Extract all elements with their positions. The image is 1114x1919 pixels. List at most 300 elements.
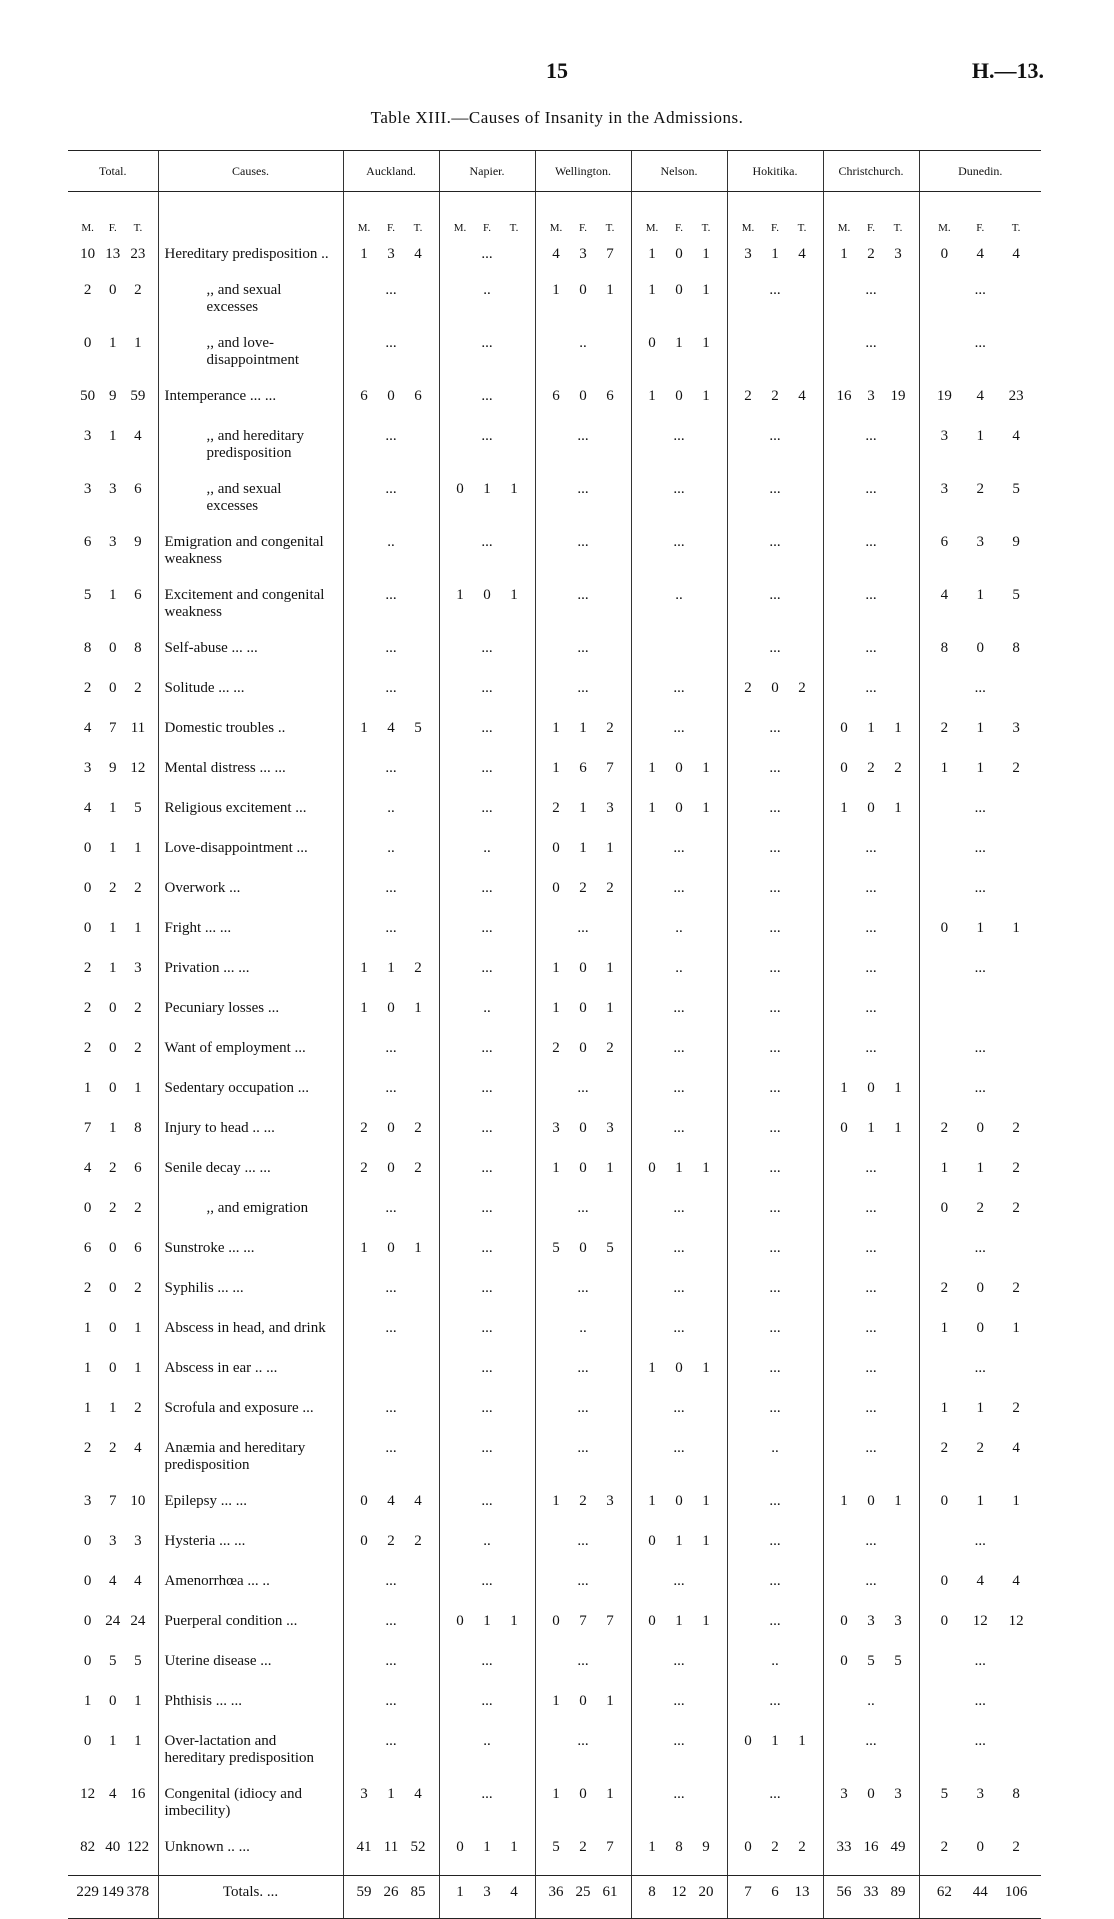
cell-value: ... bbox=[974, 840, 986, 856]
cell-value: 8 bbox=[1012, 640, 1020, 656]
cell-value: 33 bbox=[863, 1884, 879, 1900]
value-group bbox=[824, 388, 919, 405]
cell-value: 40 bbox=[105, 1839, 121, 1855]
value-group bbox=[920, 960, 1042, 977]
value-group bbox=[440, 246, 535, 263]
cell-value: 3 bbox=[867, 1613, 875, 1629]
cell-value: ... bbox=[673, 1440, 685, 1456]
cell-value: ... bbox=[385, 1320, 397, 1336]
cell-value: 10 bbox=[80, 246, 96, 262]
value-group bbox=[920, 640, 1042, 657]
value-group bbox=[632, 680, 727, 697]
cell-value: ... bbox=[974, 335, 986, 351]
cell-value: ... bbox=[577, 587, 589, 603]
value-group bbox=[920, 534, 1042, 551]
cell-value: ... bbox=[865, 1240, 877, 1256]
mft-label: F. bbox=[387, 222, 395, 234]
cell-value: 1 bbox=[976, 587, 984, 603]
cell-value: ... bbox=[673, 1040, 685, 1056]
cell-value: 4 bbox=[134, 428, 142, 444]
cell-value: 3 bbox=[109, 1533, 117, 1549]
cell-value: 2 bbox=[83, 1000, 92, 1016]
value-group bbox=[344, 534, 439, 551]
value-group bbox=[344, 1200, 439, 1217]
value-group bbox=[536, 1839, 631, 1856]
value-group bbox=[536, 282, 631, 299]
cell-value: 0 bbox=[579, 960, 587, 976]
value-group bbox=[440, 1160, 535, 1177]
mft-label: F. bbox=[867, 222, 875, 234]
cell-value: 0 bbox=[648, 335, 656, 351]
cause-label: Anæmia and hereditary predisposition bbox=[158, 1436, 343, 1489]
value-group bbox=[824, 1884, 919, 1901]
value-group bbox=[920, 1533, 1042, 1550]
value-group bbox=[344, 800, 439, 817]
value-group bbox=[632, 1400, 727, 1417]
cell-value: 4 bbox=[552, 246, 560, 262]
cell-value: ... bbox=[385, 1693, 397, 1709]
cell-value: 24 bbox=[105, 1613, 121, 1629]
cell-value: 1 bbox=[1012, 1493, 1020, 1509]
cell-value: 26 bbox=[383, 1884, 399, 1900]
cell-value: 0 bbox=[579, 1786, 587, 1802]
cell-value: 4 bbox=[940, 587, 949, 603]
value-group bbox=[440, 1040, 535, 1057]
cause-label: Religious excitement ... bbox=[158, 796, 343, 836]
cell-value: 1 bbox=[675, 335, 683, 351]
cell-value: ... bbox=[865, 1400, 877, 1416]
cell-value: ... bbox=[865, 1280, 877, 1296]
cell-value: 2 bbox=[798, 680, 806, 696]
totals-row bbox=[68, 1876, 1041, 1919]
table-row bbox=[68, 384, 1041, 424]
cell-value: ... bbox=[865, 1320, 877, 1336]
cell-value: 12 bbox=[671, 1884, 687, 1900]
value-group bbox=[536, 1400, 631, 1417]
value-group bbox=[536, 1160, 631, 1177]
cell-value: 3 bbox=[894, 1613, 902, 1629]
cell-value: ... bbox=[481, 1160, 493, 1176]
value-group bbox=[920, 1733, 1042, 1750]
value-group bbox=[632, 1160, 727, 1177]
cell-value: 1 bbox=[702, 388, 710, 404]
value-group bbox=[440, 920, 535, 937]
cause-label: Intemperance ... ... bbox=[158, 384, 343, 424]
cell-value: 6 bbox=[414, 388, 422, 404]
mft-label: F. bbox=[675, 222, 683, 234]
cell-value: 0 bbox=[387, 1240, 395, 1256]
mft-label: T. bbox=[133, 222, 143, 234]
table-row bbox=[68, 1196, 1041, 1236]
cell-value: 0 bbox=[387, 388, 395, 404]
cell-value: ... bbox=[865, 335, 877, 351]
cell-value: 4 bbox=[83, 800, 92, 816]
cell-value: 6 bbox=[134, 1160, 142, 1176]
cell-value: .. bbox=[483, 1733, 491, 1749]
value-group bbox=[920, 1160, 1042, 1177]
cell-value: 1 bbox=[702, 1493, 710, 1509]
cell-value: ... bbox=[577, 1400, 589, 1416]
cell-value: 12 bbox=[1008, 1613, 1024, 1629]
cause-label: Domestic troubles .. bbox=[158, 716, 343, 756]
cell-value: ... bbox=[385, 282, 397, 298]
cell-value: 0 bbox=[867, 1080, 875, 1096]
value-group bbox=[440, 760, 535, 777]
cell-value: 2 bbox=[83, 1280, 92, 1296]
cell-value: ... bbox=[385, 880, 397, 896]
value-group bbox=[920, 335, 1042, 352]
cell-value: ... bbox=[673, 481, 685, 497]
cell-value: 0 bbox=[552, 840, 560, 856]
cell-value: ... bbox=[385, 680, 397, 696]
value-group bbox=[824, 720, 919, 737]
cell-value: 2 bbox=[894, 760, 902, 776]
cell-value: ... bbox=[481, 920, 493, 936]
cell-value: 0 bbox=[867, 1493, 875, 1509]
cell-value: 2 bbox=[771, 388, 779, 404]
cell-value: 19 bbox=[936, 388, 952, 404]
cell-value: 3 bbox=[606, 800, 614, 816]
cell-value: ... bbox=[865, 880, 877, 896]
value-group bbox=[632, 246, 727, 263]
cell-value: 1 bbox=[83, 1320, 92, 1336]
cell-value: 6 bbox=[360, 388, 368, 404]
value-group bbox=[632, 1440, 727, 1457]
table-row bbox=[68, 1529, 1041, 1569]
cell-value: 0 bbox=[940, 246, 949, 262]
value-group bbox=[440, 282, 535, 299]
cell-value: ... bbox=[385, 428, 397, 444]
cell-value: 0 bbox=[109, 1360, 117, 1376]
cell-value: 3 bbox=[606, 1493, 614, 1509]
value-group bbox=[728, 920, 823, 937]
cell-value: 1 bbox=[894, 1493, 902, 1509]
cell-value: 2 bbox=[360, 1160, 368, 1176]
cell-value: 16 bbox=[863, 1839, 879, 1855]
cell-value: 1 bbox=[606, 1786, 614, 1802]
value-group bbox=[68, 1160, 158, 1177]
cell-value: 2 bbox=[744, 388, 752, 404]
col-causes: Causes. bbox=[158, 151, 343, 192]
value-group bbox=[344, 1533, 439, 1550]
value-group bbox=[68, 282, 158, 299]
cell-value: 2 bbox=[134, 880, 142, 896]
value-group bbox=[536, 1884, 631, 1901]
cell-value: 1 bbox=[976, 920, 984, 936]
cell-value: ... bbox=[769, 282, 781, 298]
cell-value: ... bbox=[673, 1120, 685, 1136]
value-group bbox=[440, 1240, 535, 1257]
table-row bbox=[68, 583, 1041, 636]
table-row bbox=[68, 1436, 1041, 1489]
value-group bbox=[824, 1320, 919, 1337]
cell-value: 0 bbox=[744, 1733, 752, 1749]
cell-value: 1 bbox=[606, 840, 614, 856]
value-group bbox=[344, 1884, 439, 1901]
cell-value: 0 bbox=[83, 880, 92, 896]
cell-value: 2 bbox=[976, 1200, 984, 1216]
mft-label: F. bbox=[579, 222, 587, 234]
cell-value: 1 bbox=[840, 1493, 848, 1509]
cell-value: 1 bbox=[109, 1120, 117, 1136]
cell-value: ... bbox=[673, 1280, 685, 1296]
cell-value: 1 bbox=[387, 1786, 395, 1802]
cell-value: 0 bbox=[648, 1160, 656, 1176]
value-group bbox=[824, 335, 919, 352]
value-group bbox=[824, 1693, 919, 1710]
value-group bbox=[632, 720, 727, 737]
value-group bbox=[68, 1080, 158, 1097]
cell-value: 5 bbox=[134, 1653, 142, 1669]
value-group bbox=[440, 1360, 535, 1377]
value-group bbox=[824, 800, 919, 817]
cell-value: 1 bbox=[894, 800, 902, 816]
cell-value: 1 bbox=[675, 1613, 683, 1629]
cell-value: 0 bbox=[387, 1000, 395, 1016]
cell-value: 2 bbox=[83, 1040, 92, 1056]
value-group bbox=[632, 840, 727, 857]
cell-value: 0 bbox=[109, 282, 117, 298]
cell-value: 2 bbox=[606, 880, 614, 896]
cell-value: 1 bbox=[109, 1733, 117, 1749]
value-group bbox=[68, 1573, 158, 1590]
cell-value: 1 bbox=[510, 587, 518, 603]
cell-value: 1 bbox=[109, 335, 117, 351]
cell-value: 3 bbox=[940, 428, 949, 444]
cell-value: .. bbox=[771, 1653, 779, 1669]
cell-value: 9 bbox=[109, 760, 117, 776]
cause-label: Fright ... ... bbox=[158, 916, 343, 956]
cell-value: 2 bbox=[579, 1493, 587, 1509]
cell-value: ... bbox=[481, 1320, 493, 1336]
value-group bbox=[440, 1493, 535, 1510]
value-group bbox=[344, 1493, 439, 1510]
cell-value: 3 bbox=[387, 246, 395, 262]
cell-value: ... bbox=[769, 1120, 781, 1136]
cell-value: 0 bbox=[83, 1573, 92, 1589]
value-group bbox=[68, 840, 158, 857]
table-row bbox=[68, 1689, 1041, 1729]
cell-value: 106 bbox=[1004, 1884, 1028, 1900]
value-group bbox=[728, 428, 823, 445]
table-row bbox=[68, 1276, 1041, 1316]
value-group bbox=[824, 1000, 919, 1017]
value-group bbox=[632, 1733, 727, 1750]
cell-value: ... bbox=[974, 1733, 986, 1749]
table-row bbox=[68, 916, 1041, 956]
value-group bbox=[824, 1733, 919, 1750]
cell-value: 0 bbox=[675, 1360, 683, 1376]
cell-value: 0 bbox=[840, 1120, 848, 1136]
value-group bbox=[68, 1786, 158, 1803]
cell-value: 0 bbox=[456, 481, 464, 497]
cause-label: Hysteria ... ... bbox=[158, 1529, 343, 1569]
cause-label: Amenorrhœa ... .. bbox=[158, 1569, 343, 1609]
value-group bbox=[68, 1120, 158, 1137]
value-group bbox=[728, 720, 823, 737]
cell-value: ... bbox=[385, 1653, 397, 1669]
table-row bbox=[68, 996, 1041, 1036]
cell-value: 149 bbox=[101, 1884, 124, 1900]
table-row bbox=[68, 756, 1041, 796]
cell-value: 0 bbox=[552, 880, 560, 896]
value-group bbox=[728, 1440, 823, 1457]
value-group bbox=[824, 587, 919, 604]
value-group bbox=[440, 880, 535, 897]
cell-value: ... bbox=[577, 640, 589, 656]
value-group bbox=[824, 920, 919, 937]
cell-value: 3 bbox=[552, 1120, 560, 1136]
cell-value: 1 bbox=[976, 428, 984, 444]
cell-value: ... bbox=[974, 1240, 986, 1256]
value-group bbox=[824, 1533, 919, 1550]
cell-value: 3 bbox=[606, 1120, 614, 1136]
value-group bbox=[920, 1400, 1042, 1417]
cell-value: ... bbox=[865, 920, 877, 936]
value-group bbox=[632, 481, 727, 498]
cell-value: ... bbox=[481, 1693, 493, 1709]
cell-value: 1 bbox=[771, 246, 779, 262]
cell-value: 3 bbox=[894, 246, 902, 262]
cause-label: Overwork ... bbox=[158, 876, 343, 916]
value-group bbox=[632, 800, 727, 817]
cell-value: ... bbox=[577, 481, 589, 497]
cause-label: Injury to head .. ... bbox=[158, 1116, 343, 1156]
value-group bbox=[632, 1120, 727, 1137]
cell-value: ... bbox=[385, 587, 397, 603]
value-group bbox=[440, 1280, 535, 1297]
cell-value: 1 bbox=[552, 1160, 560, 1176]
cause-label: Puerperal condition ... bbox=[158, 1609, 343, 1649]
mft-label: M. bbox=[938, 222, 951, 234]
value-group bbox=[728, 1400, 823, 1417]
value-group bbox=[344, 481, 439, 498]
table-row bbox=[68, 1396, 1041, 1436]
value-group bbox=[440, 1653, 535, 1670]
value-group bbox=[536, 1573, 631, 1590]
value-group bbox=[344, 1280, 439, 1297]
cell-value: 0 bbox=[940, 1493, 949, 1509]
mft-label: F. bbox=[108, 222, 117, 234]
cell-value: ... bbox=[673, 1693, 685, 1709]
value-group bbox=[440, 840, 535, 857]
value-group bbox=[536, 760, 631, 777]
table-row bbox=[68, 1156, 1041, 1196]
value-group bbox=[68, 880, 158, 897]
totals-label: Totals. ... bbox=[158, 1876, 343, 1919]
value-group bbox=[728, 282, 823, 299]
cell-value: 1 bbox=[552, 960, 560, 976]
cell-value: 1 bbox=[510, 1613, 518, 1629]
cell-value: 0 bbox=[976, 1839, 984, 1855]
value-group bbox=[344, 720, 439, 737]
cell-value: ... bbox=[481, 1360, 493, 1376]
mft-labels bbox=[440, 220, 535, 237]
value-group bbox=[440, 1120, 535, 1137]
cell-value: ... bbox=[769, 1493, 781, 1509]
value-group bbox=[920, 1280, 1042, 1297]
cell-value: 0 bbox=[579, 1160, 587, 1176]
value-group bbox=[344, 1733, 439, 1750]
cell-value: ... bbox=[577, 920, 589, 936]
cell-value: 2 bbox=[976, 1440, 984, 1456]
cell-value: ... bbox=[577, 1360, 589, 1376]
cell-value: ... bbox=[385, 335, 397, 351]
cell-value: 4 bbox=[387, 720, 395, 736]
value-group bbox=[344, 1240, 439, 1257]
cell-value: 1 bbox=[648, 388, 656, 404]
cell-value: 2 bbox=[744, 680, 752, 696]
cell-value: 9 bbox=[134, 534, 142, 550]
cause-label: ,, and emigration bbox=[158, 1196, 343, 1236]
cell-value: ... bbox=[865, 1440, 877, 1456]
cell-value: ... bbox=[577, 1280, 589, 1296]
value-group bbox=[68, 587, 158, 604]
value-group bbox=[824, 534, 919, 551]
cause-label: Syphilis ... ... bbox=[158, 1276, 343, 1316]
cell-value: ... bbox=[673, 428, 685, 444]
cell-value: ... bbox=[385, 1400, 397, 1416]
cell-value: ... bbox=[865, 1733, 877, 1749]
mft-label: F. bbox=[771, 222, 779, 234]
causes-table bbox=[68, 150, 1041, 1919]
cell-value: .. bbox=[771, 1440, 779, 1456]
cell-value: 7 bbox=[606, 760, 614, 776]
cell-value: 1 bbox=[360, 960, 368, 976]
cell-value: 1 bbox=[798, 1733, 806, 1749]
cell-value: 0 bbox=[840, 1653, 848, 1669]
cell-value: 0 bbox=[83, 840, 92, 856]
value-group bbox=[440, 534, 535, 551]
cell-value: ... bbox=[673, 720, 685, 736]
header-row bbox=[68, 151, 1041, 192]
cell-value: ... bbox=[974, 800, 986, 816]
cell-value: 4 bbox=[1012, 428, 1020, 444]
cause-label: Love-disappointment ... bbox=[158, 836, 343, 876]
cell-value: 2 bbox=[1012, 1200, 1020, 1216]
value-group bbox=[728, 1573, 823, 1590]
col-total: Total. bbox=[68, 151, 158, 192]
cell-value: 0 bbox=[109, 1000, 117, 1016]
cell-value: ... bbox=[769, 1693, 781, 1709]
col-district: Nelson. bbox=[631, 151, 727, 192]
value-group bbox=[632, 1533, 727, 1550]
table-row bbox=[68, 876, 1041, 916]
value-group bbox=[68, 680, 158, 697]
cell-value: 23 bbox=[1008, 388, 1024, 404]
cell-value: 0 bbox=[976, 1320, 984, 1336]
cell-value: 3 bbox=[867, 388, 875, 404]
cell-value: ... bbox=[385, 1040, 397, 1056]
cell-value: 1 bbox=[552, 760, 560, 776]
cell-value: 2 bbox=[134, 1000, 142, 1016]
cell-value: ... bbox=[769, 1040, 781, 1056]
value-group bbox=[824, 640, 919, 657]
value-group bbox=[440, 1440, 535, 1457]
value-group bbox=[632, 1653, 727, 1670]
cell-value: ... bbox=[481, 720, 493, 736]
value-group bbox=[920, 1120, 1042, 1137]
cell-value: 6 bbox=[940, 534, 949, 550]
cell-value: .. bbox=[675, 920, 683, 936]
table-row bbox=[68, 530, 1041, 583]
value-group bbox=[824, 840, 919, 857]
value-group bbox=[632, 1280, 727, 1297]
cell-value: ... bbox=[769, 1573, 781, 1589]
cell-value: 12 bbox=[130, 760, 146, 776]
cell-value: ... bbox=[673, 1786, 685, 1802]
value-group bbox=[632, 1693, 727, 1710]
